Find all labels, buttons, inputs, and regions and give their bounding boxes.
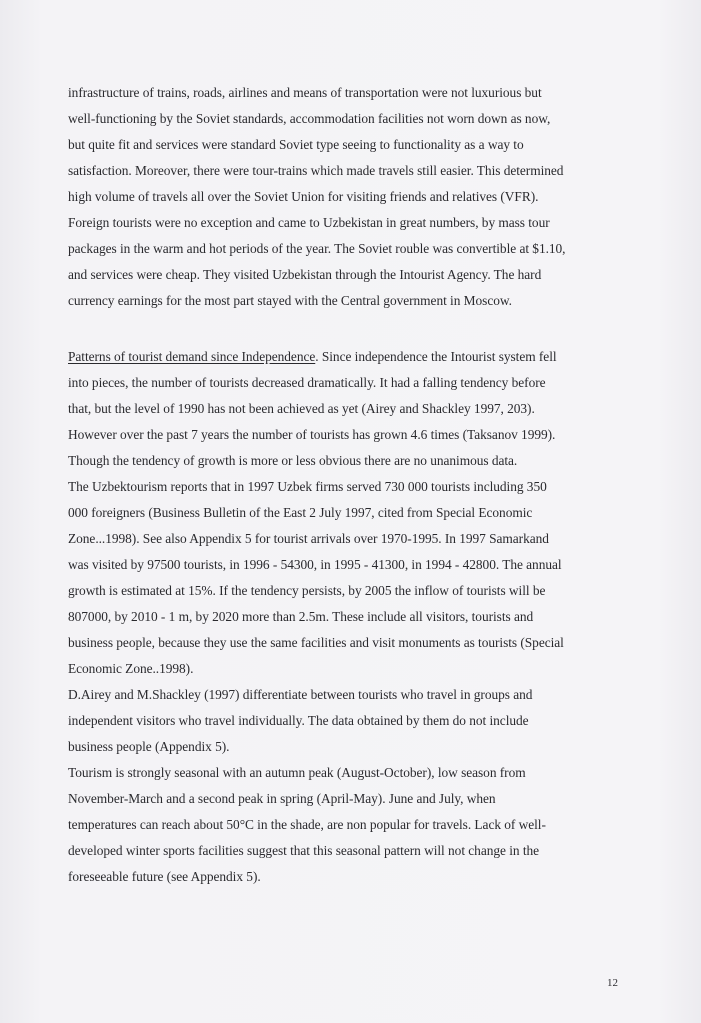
page-number: 12 xyxy=(607,977,618,989)
text-line: growth is estimated at 15%. If the tendency persists, by 2005 the inflow of tourists will be xyxy=(68,583,546,598)
text-line: Economic Zone..1998). xyxy=(68,661,194,676)
text-line: business people (Appendix 5). xyxy=(68,739,230,754)
text-line: foreseeable future (see Appendix 5). xyxy=(68,869,261,884)
text-line: Zone...1998). See also Appendix 5 for tourist arrivals over 1970-1995. In 1997 Samarkand xyxy=(68,531,549,546)
text-line: developed winter sports facilities suggest that this seasonal pattern will not change in the xyxy=(68,843,540,858)
text-line: currency earnings for the most part stayed with the Central government in Moscow. xyxy=(68,293,512,308)
text-line: satisfaction. Moreover, there were tour-trains which made travels still easier. This determined xyxy=(68,163,564,178)
text-line: and services were cheap. They visited Uzbekistan through the Intourist Agency. The hard xyxy=(68,267,542,282)
text-line: 807000, by 2010 - 1 m, by 2020 more than 2.5m. These include all visitors, tourists and xyxy=(68,609,534,624)
text-line: was visited by 97500 tourists, in 1996 - 54300, in 1995 - 41300, in 1994 - 42800. The annual xyxy=(68,557,562,572)
text-line: D.Airey and M.Shackley (1997) differentiate between tourists who travel in groups and xyxy=(68,687,533,702)
text-line: November-March and a second peak in spring (April-May). June and July, when xyxy=(68,791,496,806)
text-line: Though the tendency of growth is more or less obvious there are no unanimous data. xyxy=(68,453,518,468)
section-heading-line xyxy=(68,349,557,365)
text-line: temperatures can reach about 50°C in the shade, are non popular for travels. Lack of well- xyxy=(68,817,546,832)
text-line: business people, because they use the same facilities and visit monuments as tourists (Special xyxy=(68,635,564,650)
text-line: infrastructure of trains, roads, airlines and means of transportation were not luxurious but xyxy=(68,85,542,100)
text-line: Foreign tourists were no exception and came to Uzbekistan in great numbers, by mass tour xyxy=(68,215,550,230)
text-line: However over the past 7 years the number of tourists has grown 4.6 times (Taksanov 1999). xyxy=(68,427,556,442)
text-line: but quite fit and services were standard Soviet type seeing to functionality as a way to xyxy=(68,137,524,152)
text-line: into pieces, the number of tourists decreased dramatically. It had a falling tendency before xyxy=(68,375,546,390)
text-line: high volume of travels all over the Soviet Union for visiting friends and relatives (VFR). xyxy=(68,189,539,204)
heading-suffix-text: . Since independence the Intourist system fell xyxy=(315,349,557,364)
text-line: that, but the level of 1990 has not been achieved as yet (Airey and Shackley 1997, 203). xyxy=(68,401,535,416)
text-line: independent visitors who travel individually. The data obtained by them do not include xyxy=(68,713,529,728)
section-heading: Patterns of tourist demand since Independence xyxy=(68,349,316,364)
text-line: Tourism is strongly seasonal with an autumn peak (August-October), low season from xyxy=(68,765,526,780)
text-line: well-functioning by the Soviet standards, accommodation facilities not worn down as now, xyxy=(68,111,551,126)
text-line: packages in the warm and hot periods of the year. The Soviet rouble was convertible at $1.10, xyxy=(68,241,566,256)
text-line: 000 foreigners (Business Bulletin of the East 2 July 1997, cited from Special Economic xyxy=(68,505,533,520)
text-line: The Uzbektourism reports that in 1997 Uzbek firms served 730 000 tourists including 350 xyxy=(68,479,547,494)
